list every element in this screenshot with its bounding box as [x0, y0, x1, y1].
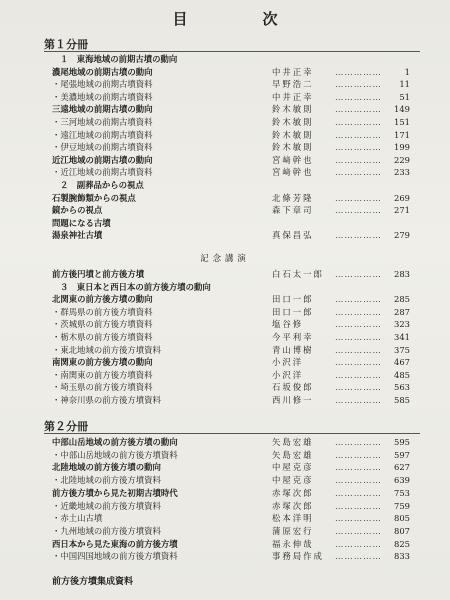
leader-dots: …………… [335, 192, 382, 203]
leader-dots: …………… [335, 167, 382, 178]
entry-page-number: 287 [394, 306, 410, 317]
leader-dots: …………… [335, 369, 382, 380]
entry-page-number: 627 [394, 462, 410, 473]
entry-title: ・中部山岳地域の前方後方墳資料 [52, 449, 178, 460]
entry-author: 小沢洋 [272, 357, 304, 368]
entry-page-number: 467 [394, 357, 410, 368]
leader-dots: …………… [335, 449, 382, 460]
entry-title: ・埼玉県の前方後方墳資料 [52, 382, 153, 393]
entry-title: ・尾張地域の前期古墳資料 [52, 79, 153, 90]
final-entry: 前方後方墳集成資料 [52, 577, 134, 587]
leader-dots: …………… [335, 437, 382, 447]
entry-page-number: 1 [404, 66, 410, 77]
toc-entry [0, 381, 450, 394]
entry-author: 森下章司 [272, 205, 314, 216]
entry-page-number: 595 [394, 437, 410, 447]
entry-page-number: 805 [394, 513, 410, 524]
entry-author: 早野浩二 [272, 79, 314, 90]
entry-author: 小沢洋 [272, 369, 304, 380]
entry-title: ・中国四国地域の前方後方墳資料 [52, 551, 178, 562]
toc-entry [0, 91, 450, 104]
leader-dots: …………… [335, 462, 382, 473]
toc-entry [0, 449, 450, 462]
entry-author: 矢島宏雄 [272, 449, 314, 460]
entry-title: 濃尾地域の前期古墳の動向 [52, 66, 153, 77]
entry-title: ・近江地域の前期古墳資料 [52, 167, 153, 178]
entry-page-number: 233 [394, 167, 410, 178]
entry-page-number: 341 [394, 332, 410, 342]
toc-entry [0, 192, 450, 205]
toc-entry [0, 356, 450, 369]
entry-title: ・栃木県の前方後方墳資料 [52, 332, 153, 342]
entry-author: 中屋克彦 [272, 475, 314, 486]
volume-1-rule [44, 51, 420, 52]
entry-page-number: 563 [394, 382, 410, 393]
toc-entry [0, 331, 450, 344]
leader-dots: …………… [335, 91, 382, 102]
entry-author: 福永伸哉 [272, 538, 314, 549]
toc-entry [0, 129, 450, 142]
lecture-heading: 記念講演 [200, 253, 250, 263]
volume-2-heading: 第２分冊 [44, 420, 88, 433]
toc-entry [0, 116, 450, 129]
toc-entry [0, 344, 450, 357]
entry-title: 石製腕飾類からの視点 [52, 192, 136, 203]
toc-entry [0, 281, 450, 294]
entry-author: 矢島宏雄 [272, 437, 314, 447]
entry-author: 赤塚次郎 [272, 487, 314, 498]
entry-author: 赤塚次郎 [272, 500, 314, 511]
entry-author: 北條芳隆 [272, 192, 314, 203]
entry-author: 塩谷修 [272, 319, 304, 330]
toc-entry [0, 512, 450, 525]
page-title: 目 次 [172, 10, 308, 28]
entry-page-number: 759 [394, 500, 410, 511]
entry-title: 三遠地域の前期古墳の動向 [52, 104, 153, 115]
entry-title: ・神奈川県の前方後方墳資料 [52, 395, 161, 405]
leader-dots: …………… [335, 525, 382, 536]
toc-entry [0, 103, 450, 116]
entry-author: 白石太一郎 [272, 269, 324, 279]
entry-title: ・茨城県の前方後方墳資料 [52, 319, 153, 330]
entry-page-number: 825 [394, 538, 410, 549]
toc-entry [0, 293, 450, 306]
leader-dots: …………… [335, 344, 382, 355]
entry-author: 事務局作成 [272, 551, 324, 562]
toc-entry [0, 154, 450, 167]
entry-page-number: 485 [394, 369, 410, 380]
entry-title: ・美濃地域の前期古墳資料 [52, 91, 153, 102]
leader-dots: …………… [335, 538, 382, 549]
toc-entry [0, 500, 450, 513]
leader-dots: …………… [335, 332, 382, 342]
toc-entry [0, 550, 450, 563]
toc-entry [0, 166, 450, 179]
entry-title: ・遠江地域の前期古墳資料 [52, 129, 153, 140]
entry-author: 松本洋明 [272, 513, 314, 524]
leader-dots: …………… [335, 475, 382, 486]
toc-entry [0, 487, 450, 500]
toc-entry [0, 179, 450, 192]
toc-entry [0, 66, 450, 79]
entry-title: 西日本から見た東海の前方後方墳 [52, 538, 178, 549]
toc-entry [0, 461, 450, 474]
leader-dots: …………… [335, 319, 382, 330]
entry-author: 中屋克彦 [272, 462, 314, 473]
toc-entry [0, 204, 450, 217]
entry-page-number: 171 [394, 129, 410, 140]
toc-entry [0, 318, 450, 331]
entry-title: ・三河地域の前期古墳資料 [52, 117, 153, 127]
entry-author: 田口一郎 [272, 306, 314, 317]
entry-author: 今平利幸 [272, 332, 314, 342]
entry-title: 中部山岳地域の前方後方墳の動向 [52, 437, 178, 447]
entry-page-number: 149 [394, 104, 410, 115]
entry-title: ２ 副葬品からの視点 [60, 180, 144, 190]
volume-1-heading: 第１分冊 [44, 38, 88, 51]
toc-entry [0, 229, 450, 242]
entry-page-number: 269 [394, 192, 410, 203]
entry-page-number: 279 [394, 230, 410, 241]
toc-entry [0, 474, 450, 487]
entry-author: 宮﨑幹也 [272, 154, 314, 165]
toc-entry [0, 268, 450, 281]
entry-title: ３ 東日本と西日本の前方後方墳の動向 [60, 281, 211, 292]
entry-title: ・東北地域の前方後方墳資料 [52, 344, 161, 355]
leader-dots: …………… [335, 117, 382, 127]
entry-page-number: 323 [394, 319, 410, 330]
toc-entry [0, 436, 450, 449]
entry-page-number: 597 [394, 449, 410, 460]
entry-author: 石坂俊郎 [272, 382, 314, 393]
entry-title: ・近畿地域の前方後方墳資料 [52, 500, 161, 511]
leader-dots: …………… [335, 513, 382, 524]
toc-entry [0, 217, 450, 230]
leader-dots: …………… [335, 294, 382, 305]
toc-entry [0, 538, 450, 551]
toc-entry [0, 53, 450, 66]
leader-dots: …………… [335, 104, 382, 115]
leader-dots: …………… [335, 500, 382, 511]
entry-title: ・群馬県の前方後方墳資料 [52, 306, 153, 317]
entry-title: 前方後方墳から見た初期古墳時代 [52, 487, 178, 498]
toc-entry [0, 306, 450, 319]
entry-page-number: 285 [394, 294, 410, 305]
leader-dots: …………… [335, 395, 382, 405]
leader-dots: …………… [335, 487, 382, 498]
toc-entry [0, 394, 450, 407]
leader-dots: …………… [335, 129, 382, 140]
entry-author: 青山博樹 [272, 344, 314, 355]
entry-author: 西川修一 [272, 395, 314, 405]
entry-page-number: 585 [394, 395, 410, 405]
entry-title: 南関東の前方後方墳の動向 [52, 357, 153, 368]
entry-page-number: 807 [394, 525, 410, 536]
entry-page-number: 51 [399, 91, 410, 102]
entry-author: 中井正幸 [272, 91, 314, 102]
entry-page-number: 229 [394, 154, 410, 165]
entry-page-number: 375 [394, 344, 410, 355]
entry-page-number: 271 [394, 205, 410, 216]
leader-dots: …………… [335, 66, 382, 77]
entry-title: １ 東海地域の前期古墳の動向 [60, 54, 178, 64]
entry-title: 湯泉神社古墳 [52, 230, 103, 241]
entry-author: 真保昌弘 [272, 230, 314, 241]
entry-title: ・南関東の前方後方墳資料 [52, 369, 153, 380]
entry-author: 鈴木敏則 [272, 104, 314, 115]
entry-title: ・九州地域の前方後方墳資料 [52, 525, 161, 536]
entry-title: 鏡からの視点 [52, 205, 103, 216]
entry-title: 問題になる古墳 [52, 217, 111, 228]
entry-title: 北陸地域の前方後方墳の動向 [52, 462, 161, 473]
leader-dots: …………… [335, 79, 382, 90]
entry-page-number: 833 [394, 551, 410, 562]
toc-entry [0, 141, 450, 154]
toc-entry [0, 78, 450, 91]
leader-dots: …………… [335, 205, 382, 216]
entry-title: ・伊豆地域の前期古墳資料 [52, 142, 153, 153]
entry-title: ・北陸地域の前方後方墳資料 [52, 475, 161, 486]
entry-author: 宮﨑幹也 [272, 167, 314, 178]
leader-dots: …………… [335, 230, 382, 241]
entry-author: 中井正幸 [272, 66, 314, 77]
entry-page-number: 753 [394, 487, 410, 498]
entry-page-number: 199 [394, 142, 410, 153]
entry-page-number: 639 [394, 475, 410, 486]
volume-2-rule [44, 433, 420, 434]
entry-title: 北関東の前方後方墳の動向 [52, 294, 153, 305]
leader-dots: …………… [335, 357, 382, 368]
leader-dots: …………… [335, 154, 382, 165]
entry-title: ・赤土山古墳 [52, 513, 103, 524]
entry-page-number: 151 [394, 117, 410, 127]
toc-entry [0, 369, 450, 382]
entry-author: 鈴木敏則 [272, 142, 314, 153]
entry-title: 前方後円墳と前方後方墳 [52, 269, 145, 279]
leader-dots: …………… [335, 551, 382, 562]
toc-entry [0, 525, 450, 538]
leader-dots: …………… [335, 306, 382, 317]
entry-title: 近江地域の前期古墳の動向 [52, 154, 153, 165]
entry-author: 蒲原宏行 [272, 525, 314, 536]
entry-author: 田口一郎 [272, 294, 314, 305]
leader-dots: …………… [335, 269, 382, 279]
entry-page-number: 283 [394, 269, 410, 279]
entry-page-number: 11 [399, 79, 410, 90]
entry-author: 鈴木敏則 [272, 117, 314, 127]
entry-author: 鈴木敏則 [272, 129, 314, 140]
leader-dots: …………… [335, 142, 382, 153]
leader-dots: …………… [335, 382, 382, 393]
